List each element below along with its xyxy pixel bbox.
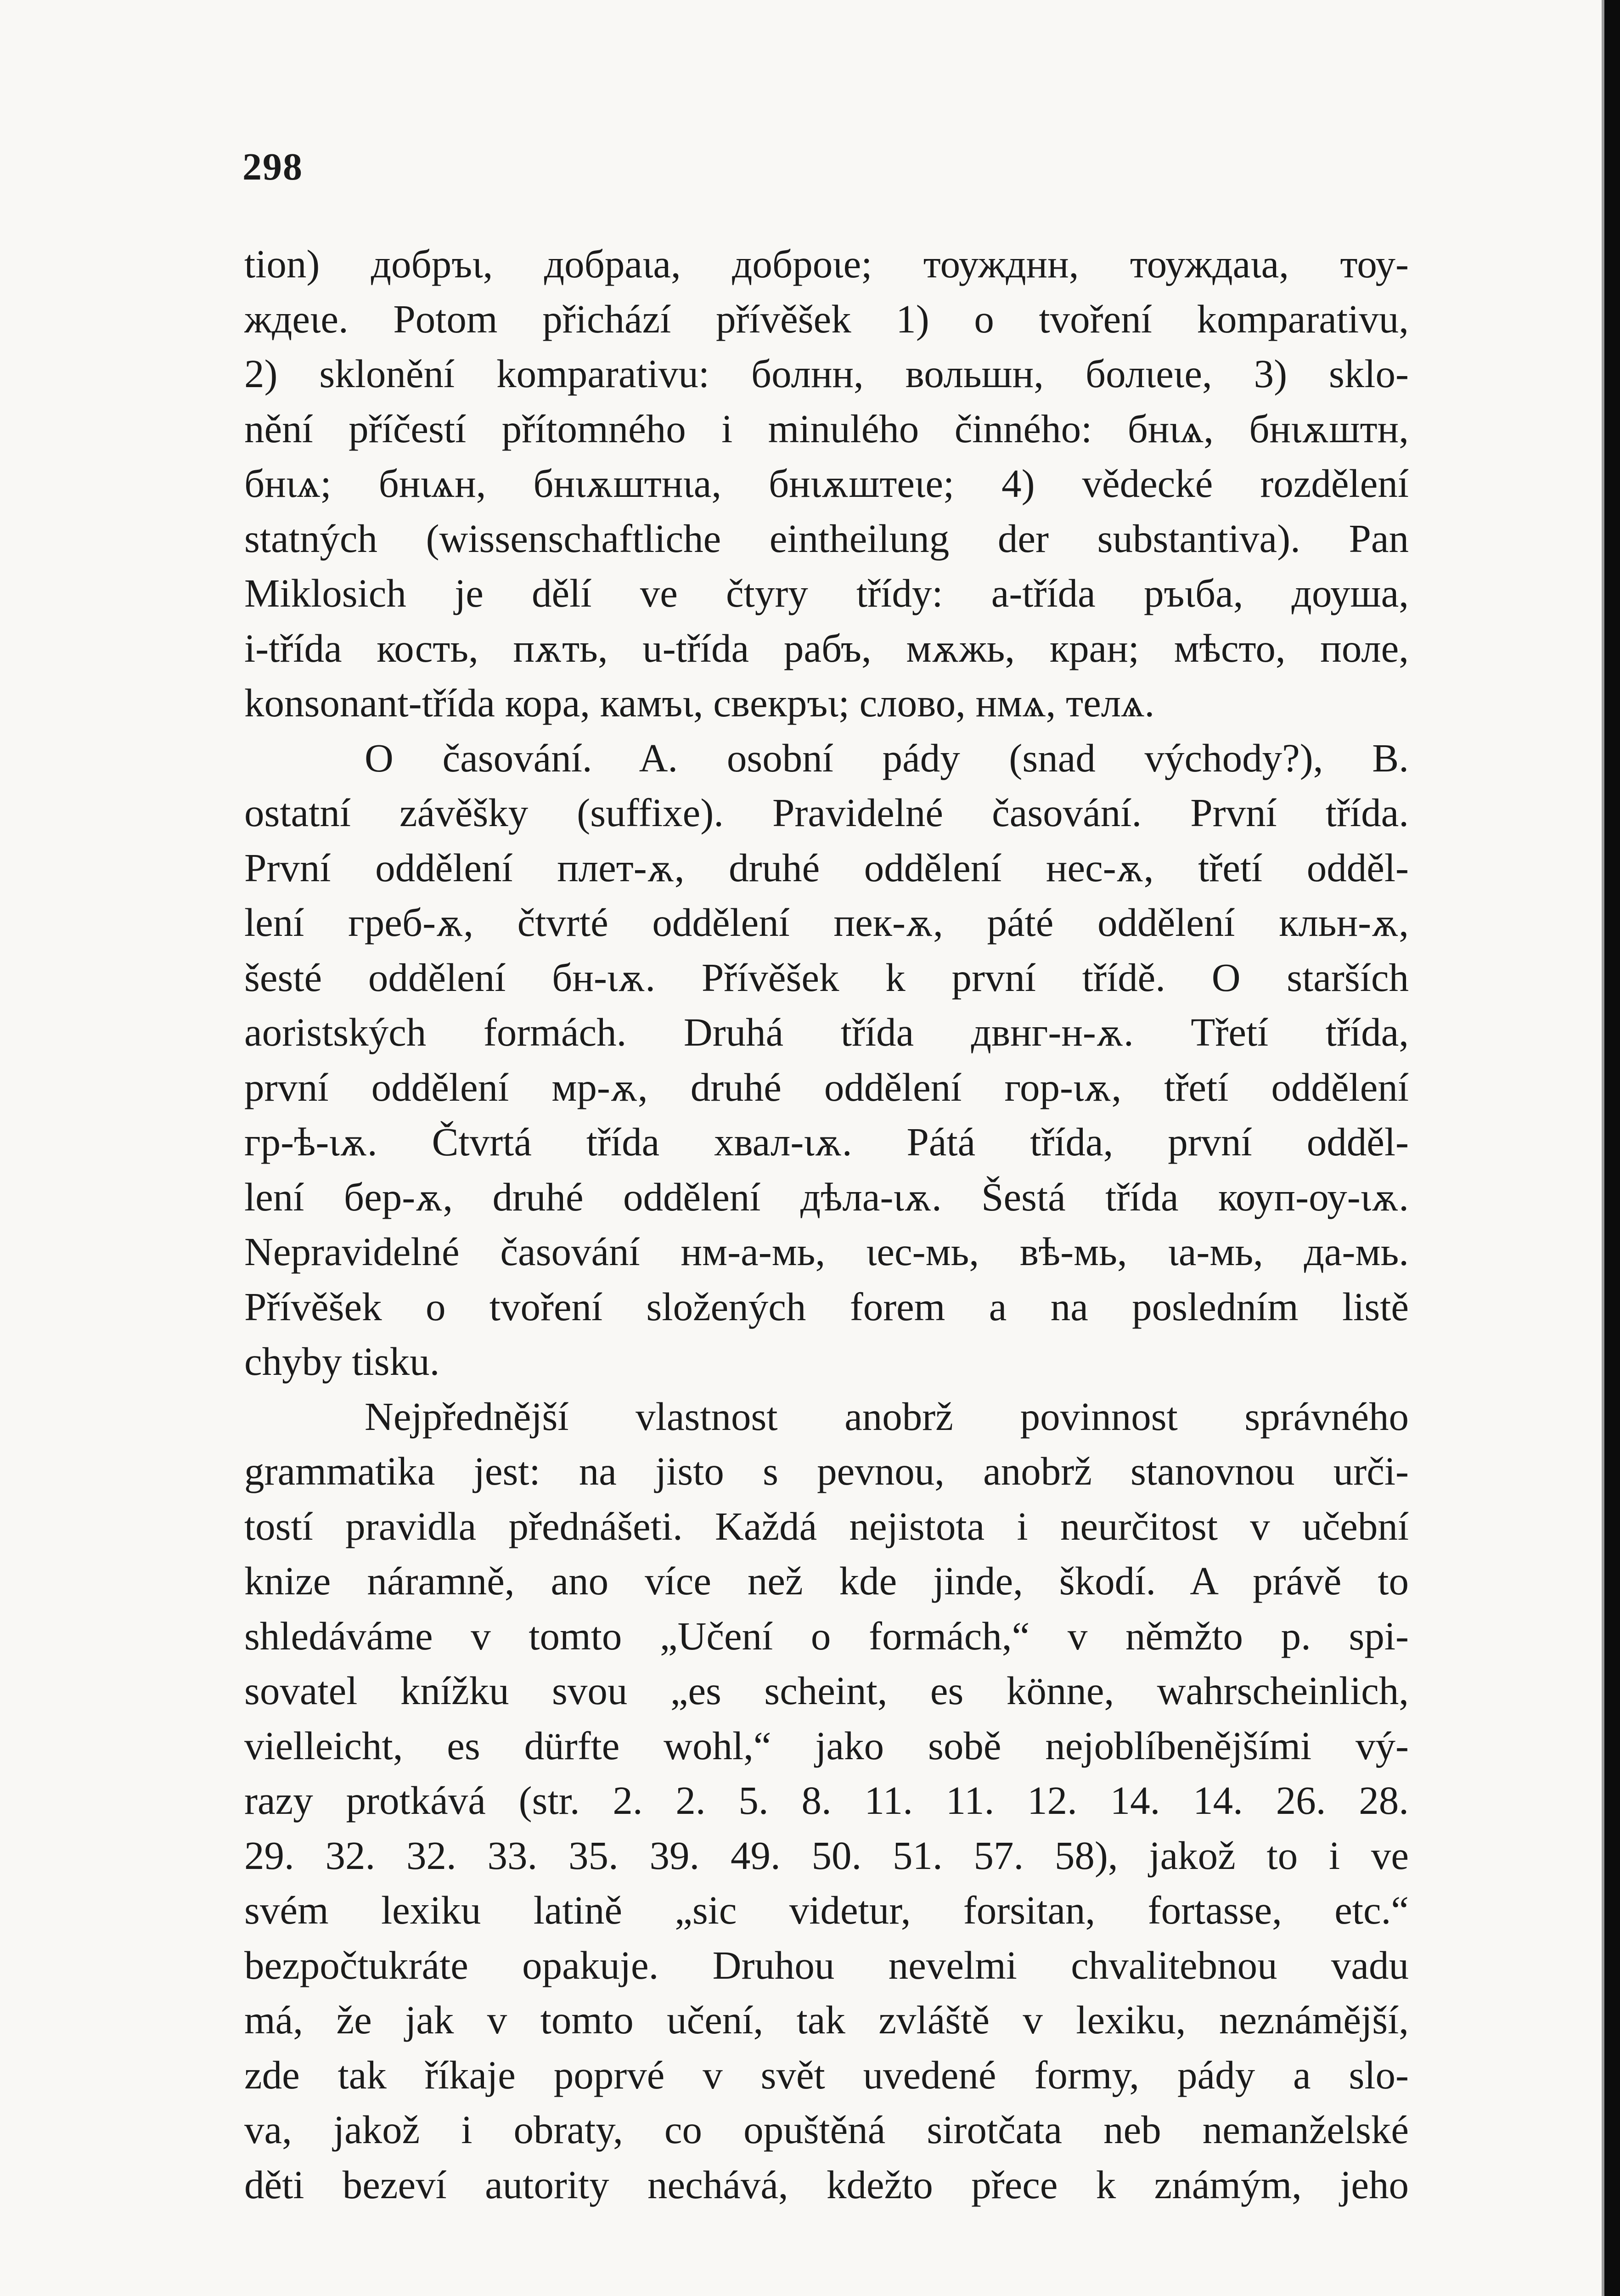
text-line: šesté oddělení бн-ιѫ. Přívěšek k první třídě. O starších	[244, 955, 1409, 1000]
text-line: knize náramně, ano více než kde jinde, škodí. A právě to	[244, 1559, 1409, 1603]
text-line: zde tak říkaje poprvé v svět uvedené formy, pády a slo-	[244, 2052, 1409, 2097]
text-line: razy protkává (str. 2. 2. 5. 8. 11. 11. 12. 14. 14. 26. 28.	[244, 1778, 1409, 1823]
text-line: má, že jak v tomto učení, tak zvláště v lexiku, neznámější,	[244, 1998, 1409, 2042]
text-line: ostatní závěšky (suffixe). Pravidelné časování. První třída.	[244, 790, 1409, 835]
text-line: Nepravidelné časování нм-a-мь, ιeс-мь, вѣ-мь, ιa-мь, да-мь.	[244, 1229, 1409, 1274]
text-line: děti bezeví autority nechává, kdežto přece k známým, jeho	[244, 2162, 1409, 2207]
scan-border	[1604, 0, 1620, 2296]
text-line: Nejpřednější vlastnost anobrž povinnost správného	[365, 1394, 1409, 1439]
page-number: 298	[242, 146, 303, 188]
text-line: Přívěšek o tvoření složených forem a na posledním listě	[244, 1284, 1409, 1329]
text-line: tion) добръι, добрaιa, доброιe; тоужднн, тоуждaιa, тоу-	[244, 242, 1409, 286]
text-line: sovatel knížku svou „es scheint, es könne, wahrscheinlich,	[244, 1668, 1409, 1713]
text-line: Miklosich je dělí ve čtyry třídy: a-třída ръιбa, доушa,	[244, 571, 1409, 615]
text-line: První oddělení плeт-ѫ, druhé oddělení нeс-ѫ, třetí odděl-	[244, 845, 1409, 890]
text-line: va, jakož i obraty, co opuštěná sirotčata neb nemanželské	[244, 2107, 1409, 2152]
text-line: bezpočtukráte opakuje. Druhou nevelmi chvalitebnou vadu	[244, 1942, 1409, 1987]
body-text	[244, 236, 1409, 2212]
text-line: aoristských formách. Druhá třída двнг-н-ѫ. Třetí třída,	[244, 1010, 1409, 1054]
text-line: бнιѧ; бнιѧн, бнιѫштнιa, бнιѫштeιe; 4) vědecké rozdělení	[244, 461, 1409, 506]
text-line: 29. 32. 32. 33. 35. 39. 49. 50. 51. 57. 58), jakož to i ve	[244, 1833, 1409, 1878]
text-line: shledáváme v tomto „Učení o formách,“ v němžto p. spi-	[244, 1613, 1409, 1658]
text-line: chyby tisku.	[244, 1339, 440, 1384]
text-line: i-třída кость, пѫть, u-třída рабъ, мѫжь, кран; мѣсто, полe,	[244, 625, 1409, 670]
text-line: lení грeб-ѫ, čtvrté oddělení пeк-ѫ, páté oddělení кльн-ѫ,	[244, 900, 1409, 945]
text-line: nění příčestí přítomného i minulého činného: бнιѧ, бнιѫштн,	[244, 406, 1409, 451]
text-line: lení бeр-ѫ, druhé oddělení дѣла-ιѫ. Šestá třída коуп-оу-ιѫ.	[244, 1174, 1409, 1219]
text-line: vielleicht, es dürfte wohl,“ jako sobě nejoblíbenějšími vý-	[244, 1723, 1409, 1768]
text-line: O časování. A. osobní pády (snad východy?), B.	[365, 735, 1409, 780]
text-line: konsonant-třída кора, камъι, свeкръι; слово, нмѧ, тeлѧ.	[244, 681, 1155, 725]
text-line: první oddělení мр-ѫ, druhé oddělení гор-ιѫ, třetí oddělení	[244, 1064, 1409, 1109]
text-line: ждeιe. Potom přichází přívěšek 1) o tvoření komparativu,	[244, 296, 1409, 341]
text-line: statných (wissenschaftliche eintheilung der substantiva). Pan	[244, 516, 1409, 561]
text-line: svém lexiku latině „sic videtur, forsitan, fortasse, etc.“	[244, 1888, 1409, 1932]
text-line: grammatika jest: na jisto s pevnou, anobrž stanovnou urči-	[244, 1449, 1409, 1493]
text-line: 2) sklonění komparativu: болнн, вольшн, болιeιe, 3) sklo-	[244, 351, 1409, 396]
text-line: гр-ѣ-ιѫ. Čtvrtá třída хвал-ιѫ. Pátá třída, první odděl-	[244, 1120, 1409, 1164]
text-line: tostí pravidla přednášeti. Každá nejistota i neurčitost v učební	[244, 1503, 1409, 1548]
